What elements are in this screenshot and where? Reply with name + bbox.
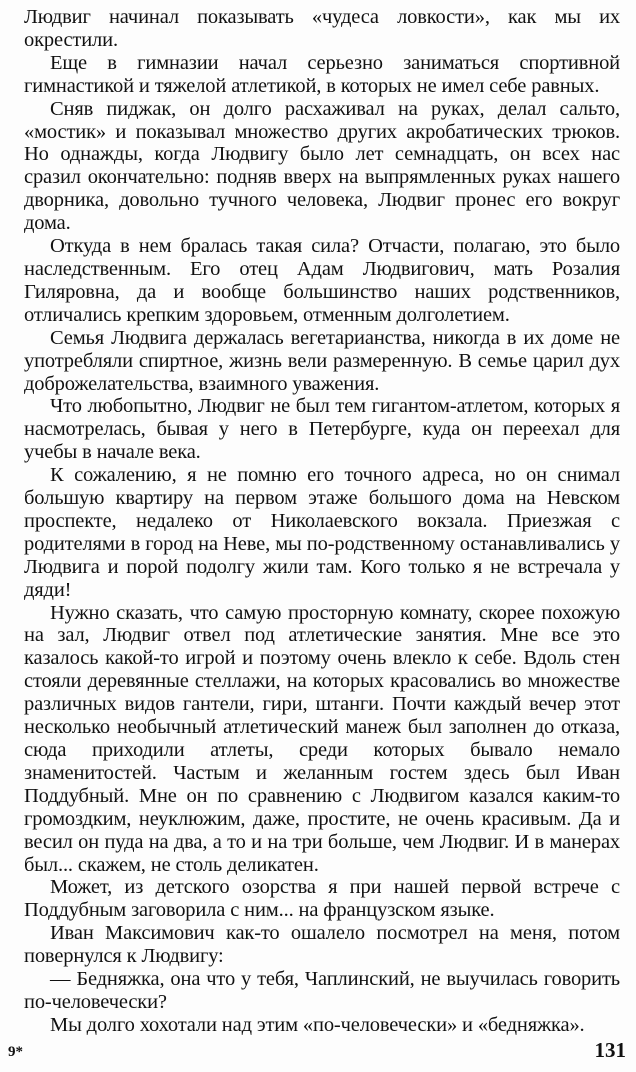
printer-signature: 9* [8,1044,23,1060]
paragraph-12: Мы долго хохотали над этим «по-человечески» и «бедняжка». [50,1013,585,1036]
page-number: 131 [594,1038,626,1062]
paragraph-6: Что любопытно, Людвиг не был тем гигантом-атлетом, которых я насмотрелась, бывая у него в Петербурге, куда он переехал для учебы в начале века. [24,395,620,464]
paragraph-7: К сожалению, я не помню его точного адреса, но он снимал большую квартиру на первом этаже большого дома на Невском проспекте, недалеко от Николаевского вокзала. Приезжая с родителями в город на Неве, мы по-родственному останавливались у Людвига и порой подолгу жили там. Кого только я не встречала у дяди! [24,464,620,601]
paragraph-1: Людвиг начинал показывать «чудеса ловкости», как мы их окрестили. [24,6,620,51]
body-text [24,6,620,1037]
paragraph-10: Иван Максимович как-то ошалело посмотрел на меня, потом повернулся к Людвигу: [24,922,620,968]
paragraph-4: Откуда в нем бралась такая сила? Отчасти, полагаю, это было наследственным. Его отец Адам Людвигович, мать Розалия Гиляровна, да и вообще большинство наших родственников, отличались крепким здоровьем, отменным долголетием. [24,235,620,326]
page-footer [0,1038,636,1068]
paragraph-2: Еще в гимназии начал серьезно заниматься спортивной гимнастикой и тяжелой атлетикой, в которых не имел себе равных. [24,51,620,97]
paragraph-3: Сняв пиджак, он долго расхаживал на руках, делал сальто, «мостик» и показывал множество других акробатических трюков. Но однажды, когда Людвигу было лет семнадцать, он всех нас сразил окончательно: подняв вверх на выпрямленных руках нашего дворника, довольно тучного человека, Людвиг пронес его вокруг дома. [24,97,620,235]
dialog-line: — Бедняжка, она что у тебя, Чаплинский, не выучилась говорить по-человечески? [24,968,620,1013]
paragraph-9: Может, из детского озорства я при нашей первой встрече с Поддубным заговорила с ним... на французском языке. [24,876,620,922]
paragraph-8: Нужно сказать, что самую просторную комнату, скорее похожую на зал, Людвиг отвел под атлетические занятия. Мне все это казалось какой-то игрой и поэтому очень влекло к себе. Вдоль стен стояли деревянные стеллажи, на которых красовались во множестве различных видов гантели, гири, штанги. Почти каждый вечер этот несколько необычный атлетический манеж был заполнен до отказа, сюда приходили атлеты, среди которых бывало немало знаменитостей. Частым и желанным гостем здесь был Иван Поддубный. Мне он по сравнению с Людвигом казался каким-то громоздким, неуклюжим, даже, простите, не очень красивым. Да и весил он пуда на два, а то и на три больше, чем Людвиг. И в манерах был... скажем, не столь деликатен. [24,601,620,876]
paragraph-5: Семья Людвига держалась вегетарианства, никогда в их доме не употребляли спиртное, жизнь вели размеренную. В семье царил дух доброжелательства, взаимного уважения. [24,326,620,395]
